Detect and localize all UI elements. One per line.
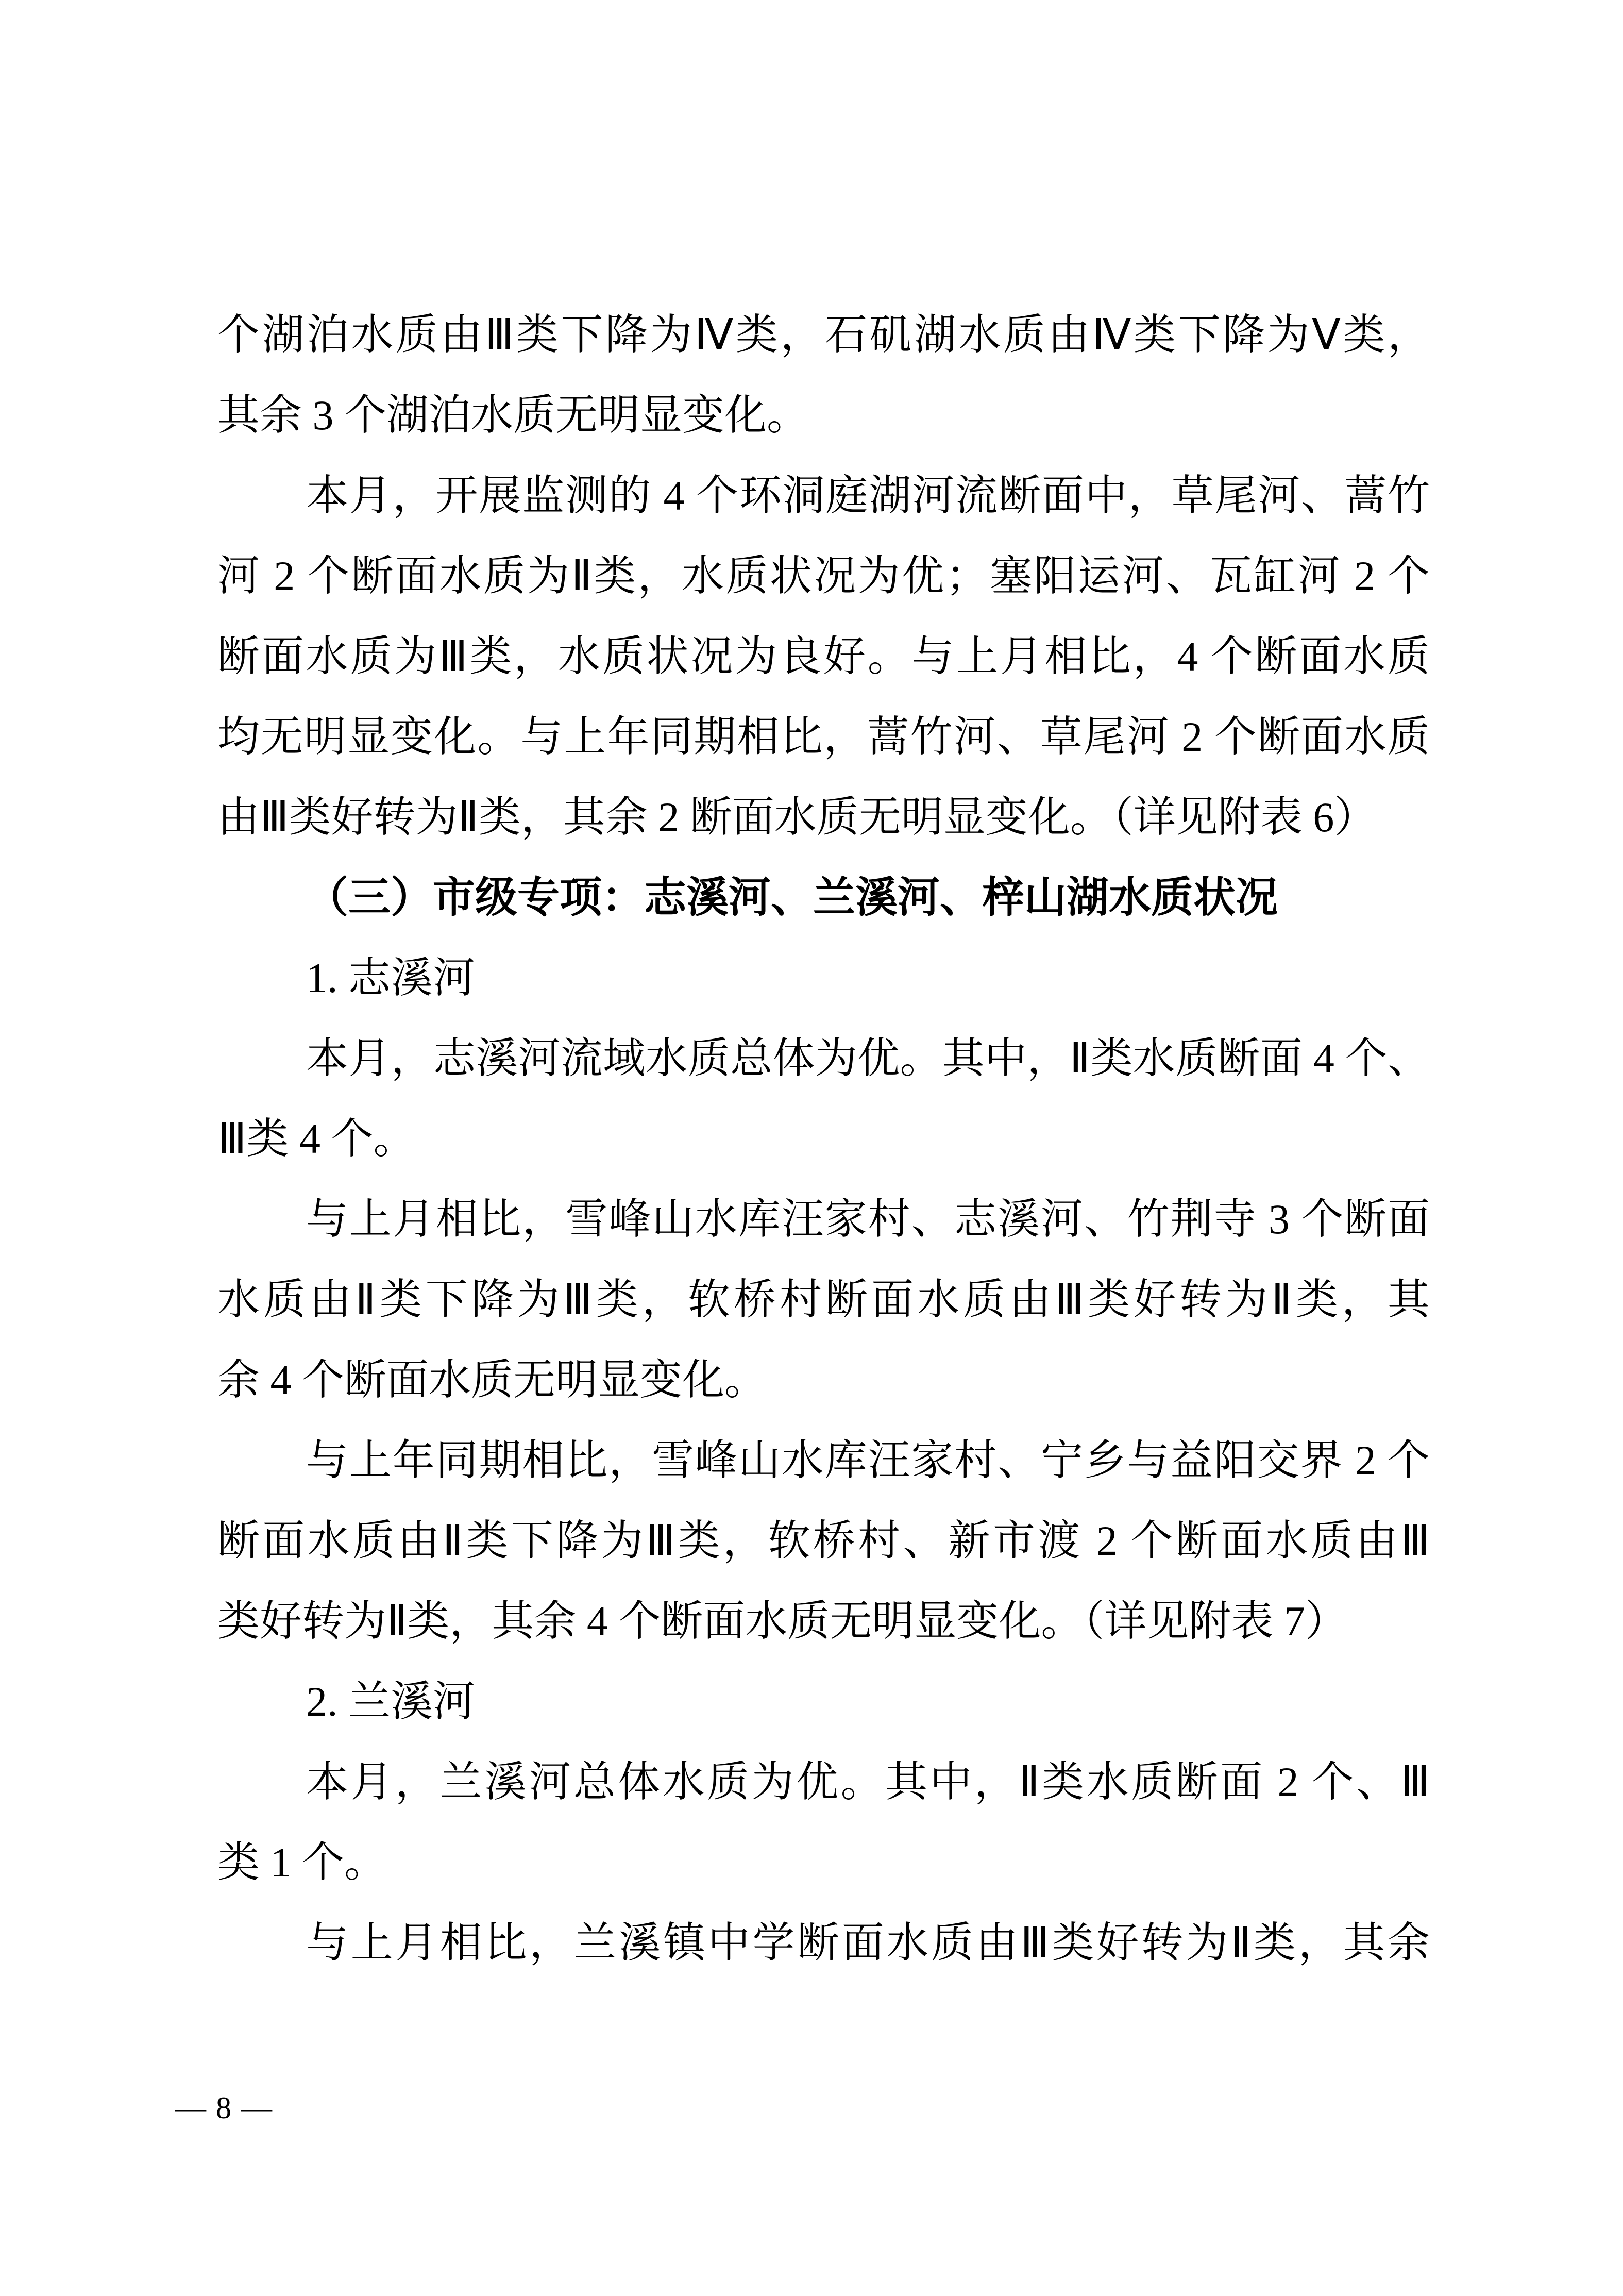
text-block [217, 295, 1430, 1983]
page-number: — 8 — [175, 2091, 273, 2125]
text-line: 由Ⅲ类好转为Ⅱ类，其余 2 断面水质无明显变化。（详见附表 6） [217, 794, 1377, 841]
text-line: 与上月相比，兰溪镇中学断面水质由Ⅲ类好转为Ⅱ类，其余 [306, 1919, 1430, 1966]
text-line: 其余 3 个湖泊水质无明显变化。 [217, 392, 809, 439]
text-line: 与上年同期相比，雪峰山水库汪家村、宁乡与益阳交界 2 个 [306, 1437, 1430, 1484]
text-line: 均无明显变化。与上年同期相比，蒿竹河、草尾河 2 个断面水质 [217, 713, 1430, 760]
text-line: 本月，开展监测的 4 个环洞庭湖河流断面中，草尾河、蒿竹 [306, 472, 1430, 519]
text-line: （三）市级专项：志溪河、兰溪河、梓山湖水质状况 [306, 874, 1278, 921]
text-line: 余 4 个断面水质无明显变化。 [217, 1356, 767, 1403]
text-line: 类 1 个。 [217, 1839, 387, 1886]
text-line: 河 2 个断面水质为Ⅱ类，水质状况为优；塞阳运河、瓦缸河 2 个 [217, 552, 1430, 599]
text-line: 断面水质由Ⅱ类下降为Ⅲ类，软桥村、新市渡 2 个断面水质由Ⅲ [217, 1517, 1430, 1564]
text-line: 与上月相比，雪峰山水库汪家村、志溪河、竹荆寺 3 个断面 [306, 1196, 1430, 1243]
text-line: Ⅲ类 4 个。 [217, 1115, 416, 1162]
text-line: 断面水质为Ⅲ类，水质状况为良好。与上月相比，4 个断面水质 [217, 633, 1430, 680]
text-line: 本月，兰溪河总体水质为优。其中，Ⅱ类水质断面 2 个、Ⅲ [306, 1758, 1430, 1805]
text-line: 1. 志溪河 [306, 954, 476, 1001]
text-line: 个湖泊水质由Ⅲ类下降为Ⅳ类，石矶湖水质由Ⅳ类下降为Ⅴ类， [217, 311, 1430, 358]
text-line: 本月，志溪河流域水质总体为优。其中，Ⅱ类水质断面 4 个、 [306, 1035, 1430, 1082]
text-line: 2. 兰溪河 [306, 1678, 476, 1725]
text-line: 类好转为Ⅱ类，其余 4 个断面水质无明显变化。（详见附表 7） [217, 1598, 1347, 1645]
text-line: 水质由Ⅱ类下降为Ⅲ类，软桥村断面水质由Ⅲ类好转为Ⅱ类，其 [217, 1276, 1430, 1323]
